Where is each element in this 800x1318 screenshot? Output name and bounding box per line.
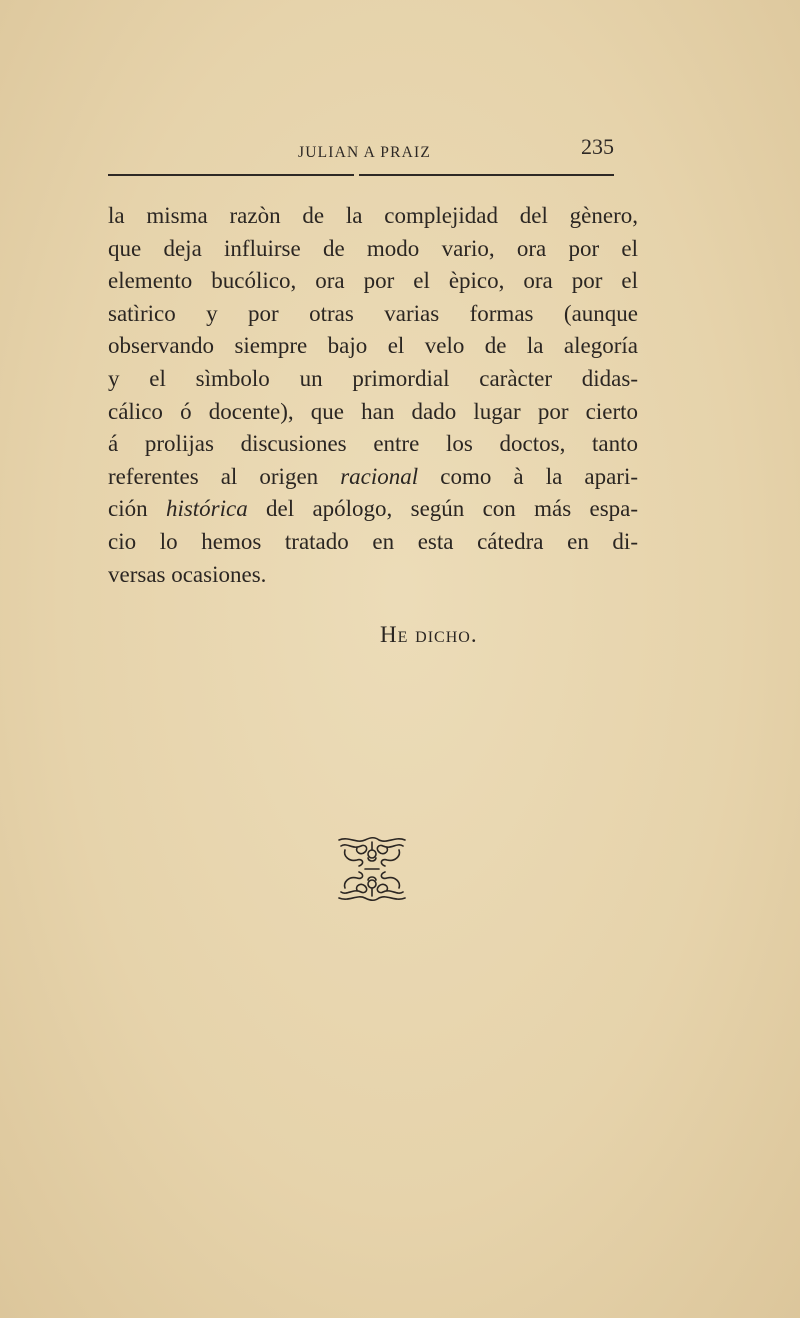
text-line: observando siempre bajo el velo de la alegoría xyxy=(108,333,638,359)
text-line: que deja influirse de modo vario, ora por el xyxy=(108,235,638,261)
body-paragraph xyxy=(108,200,638,591)
text-line: satìrico y por otras varias formas (aunque xyxy=(108,300,638,326)
text-line: versas ocasiones. xyxy=(108,561,267,587)
text-line: cálico ó docente), que han dado lugar por cierto xyxy=(108,398,638,424)
text-line xyxy=(108,493,638,526)
header-rule-left xyxy=(108,174,354,176)
text-segment: como à la apari- xyxy=(440,463,639,489)
text-line: elemento bucólico, ora por el èpico, ora por el xyxy=(108,268,638,294)
text-line: á prolijas discusiones entre los doctos, tanto xyxy=(108,431,638,457)
italic-word-historica: histórica xyxy=(165,496,248,522)
closing-initial: H xyxy=(380,622,398,647)
closing-rest: e dicho. xyxy=(397,622,478,647)
closing-phrase xyxy=(380,622,478,648)
text-segment: del apólogo, según con más espa- xyxy=(266,496,639,522)
header-rule-right xyxy=(359,174,614,176)
fleuron-ornament-icon xyxy=(335,834,409,904)
text-line xyxy=(108,461,638,494)
running-head: JULIAN A PRAIZ xyxy=(298,144,432,161)
page-number: 235 xyxy=(581,134,614,159)
text-line: y el sìmbolo un primordial caràcter didas- xyxy=(108,365,638,391)
text-segment: referentes al origen xyxy=(108,463,319,489)
text-segment: ción xyxy=(108,496,148,522)
text-line: la misma razòn de la complejidad del gènero, xyxy=(108,203,638,228)
page-header xyxy=(108,134,614,174)
text-line: cio lo hemos tratado en esta cátedra en di- xyxy=(108,528,638,554)
italic-word-racional: racional xyxy=(340,463,419,489)
